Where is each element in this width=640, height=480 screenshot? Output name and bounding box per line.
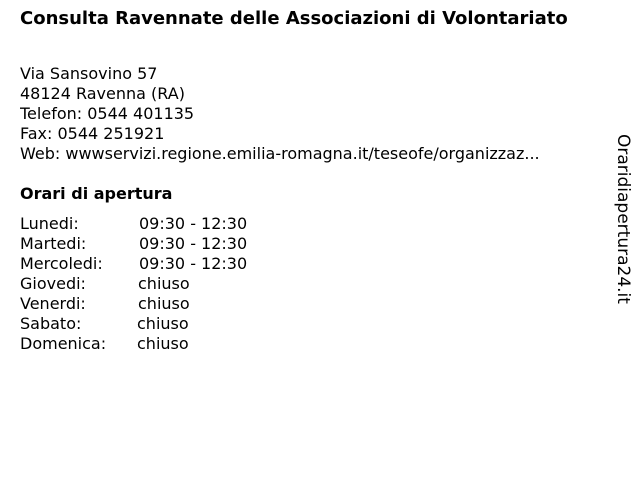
hours-row-thursday [20, 274, 320, 294]
page-title: Consulta Ravennate delle Associazioni di Volontariato [20, 8, 568, 29]
hours-row-saturday [20, 314, 320, 334]
fax-number: Fax: 0544 251921 [20, 124, 165, 143]
hours-row-monday [20, 214, 320, 234]
city-postal: 48124 Ravenna (RA) [20, 84, 185, 103]
day-label: Venerdi: [20, 294, 86, 313]
opening-hours-table [20, 214, 320, 354]
day-hours: chiuso [138, 294, 190, 313]
day-label: Martedi: [20, 234, 87, 253]
hours-row-friday [20, 294, 320, 314]
opening-hours-heading: Orari di apertura [20, 184, 173, 203]
hours-row-wednesday [20, 254, 320, 274]
day-hours: 09:30 - 12:30 [139, 234, 248, 253]
day-label: Mercoledi: [20, 254, 103, 273]
day-label: Sabato: [20, 314, 82, 333]
day-hours: 09:30 - 12:30 [139, 214, 248, 233]
day-hours: chiuso [138, 274, 190, 293]
hours-row-sunday [20, 334, 320, 354]
day-hours: chiuso [137, 314, 189, 333]
site-brand-watermark: Oraridiapertura24.it [613, 134, 633, 304]
website: Web: wwwservizi.regione.emilia-romagna.it/teseofe/organizzaz... [20, 144, 540, 163]
day-hours: chiuso [137, 334, 189, 353]
address-block [20, 64, 610, 164]
day-hours: 09:30 - 12:30 [139, 254, 248, 273]
day-label: Giovedi: [20, 274, 86, 293]
day-label: Lunedi: [20, 214, 79, 233]
street-address: Via Sansovino 57 [20, 64, 158, 83]
hours-row-tuesday [20, 234, 320, 254]
day-label: Domenica: [20, 334, 107, 353]
phone-number: Telefon: 0544 401135 [20, 104, 195, 123]
